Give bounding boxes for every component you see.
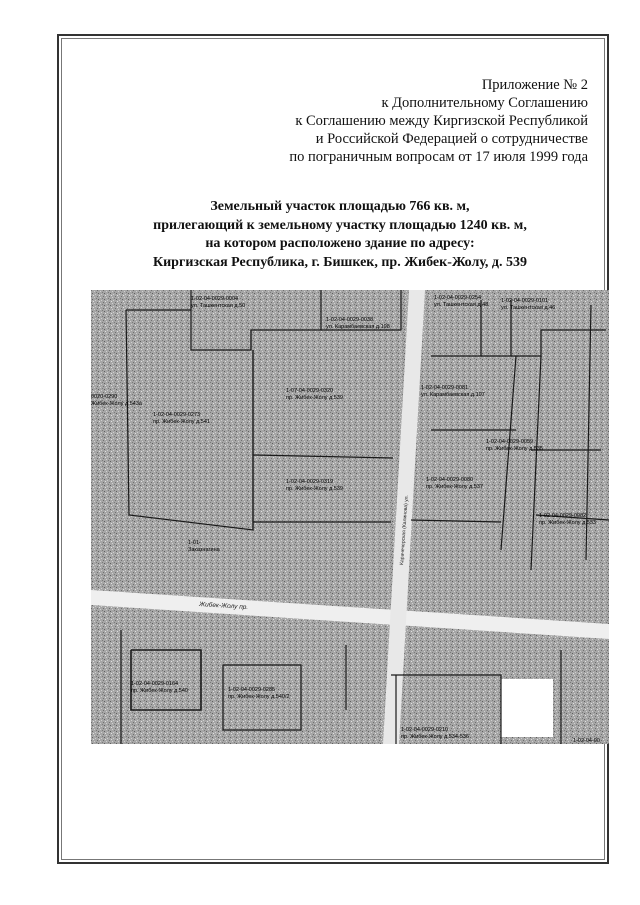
svg-text:пр. Жибек-Жолу д.541 [153,419,210,425]
svg-text:пр. Жибек-Жолу д.540/2 [228,694,290,700]
parcel-code: 1-01- [188,540,201,546]
svg-text:1-01- [188,540,201,546]
parcel-code: 1-02-04-0029-0210 [401,727,449,733]
parcel-address: пр. Жибек-Жолу д.533 [539,520,596,526]
parcel-code: 1-02-04-0029-0081 [421,385,469,391]
map-background [91,290,609,744]
svg-text:пр. Жибек-Жолу д.539 [286,395,343,401]
parcel-address: Заказнагина [188,547,220,553]
parcel-code: 0020-0290 [91,394,118,400]
svg-text:пр. Жибек-Жолу д.534-536 [401,734,469,740]
parcel-address: пр. Жибек-Жолу д.540/2 [228,694,290,700]
svg-text:пр. Жибек-Жолу д.537 [426,484,483,490]
title-line: Киргизская Республика, г. Бишкек, пр. Жибек-Жолу, д. 539 [152,254,528,270]
parcel-code: 1-02-04-0029-0082 [539,513,587,519]
parcel-address: ул. Ташкентская д.50 [191,303,246,309]
map-drawing [91,290,609,744]
empty-lot [501,679,553,737]
parcel-code: 1-02-04-0029-0164 [131,681,179,687]
svg-text:1-02-04-0029-0285 [228,687,275,693]
svg-text:1-02-04-0029-0254 [434,295,481,301]
appendix-line: по пограничным вопросам от 17 июля 1999 года [289,149,588,165]
appendix-line: и Российской Федерацией о сотрудничестве [315,131,588,147]
parcel-address: пр. Жибек-Жолу д.540 [131,688,188,694]
svg-text:1-02-04-0029-0273 [153,412,200,418]
appendix-line: Приложение № 2 [481,77,588,93]
svg-text:Заказнагина [188,547,221,553]
svg-text:ул. Ташкентская д.48 [434,302,488,308]
svg-text:1-02-04-0029-0210 [401,727,448,733]
appendix-header [289,76,588,166]
parcel-code: 1-02-04-0029-0254 [434,295,482,301]
cadastral-map [91,290,609,744]
svg-text:ул. Карамбаевская д.108 [326,324,390,330]
svg-text:пр. Жибек-Жолу д.540 [131,688,188,694]
svg-text:1-02-04-00 [573,738,600,744]
parcel-code: 1-02-04-0029-0101 [501,298,549,304]
parcel-code: 1-07-04-0029-0320 [286,388,334,394]
svg-text:ул. Ташкентская д.50 [191,303,245,309]
appendix-line: к Дополнительному Соглашению [381,95,588,111]
parcel-code: 1-02-04-0029-0059 [486,439,534,445]
document-title [70,198,610,272]
street-label-main: Жибек-Жолу пр. [198,601,249,612]
title-line: Земельный участок площадью 766 кв. м, [210,199,470,214]
parcel-address: пр. Жибек-Жолу д.539 [286,395,343,401]
parcel-address: пр. Жибек-Жолу д.535 [486,446,543,452]
parcel-code: 1-02-04-0029-0080 [426,477,474,483]
svg-text:1-02-04-0029-0101 [501,298,548,304]
parcel-address: пр. Жибек-Жолу д.537 [426,484,483,490]
parcel-code: 1-02-04-0029-0038 [326,317,374,323]
parcel-code: 1-02-04-0029-0319 [286,479,334,485]
parcel-code: 1-02-04-0029-0285 [228,687,276,693]
parcel-address: Жибек-Жолу д.543а [91,401,142,407]
svg-text:Жибек-Жолу д.543а [91,401,143,407]
street-label-cross: Карачечерская (Калинова) ул. [399,494,410,566]
parcel-address: ул. Ташкентская д.48 [434,302,489,308]
parcel-address: пр. Жибек-Жолу д.534-536 [401,734,469,740]
parcel-address: ул. Карамбаевская д.108 [326,324,390,330]
svg-text:1-02-04-0029-0319 [286,479,333,485]
svg-text:пр. Жибек-Жолу д.539 [286,486,343,492]
svg-text:1-02-04-0029-0080 [426,477,473,483]
svg-text:1-02-04-0029-0081 [421,385,468,391]
svg-text:ул. Ташкентская д.46 [501,305,555,311]
svg-text:1-02-04-0029-0082 [539,513,586,519]
svg-text:1-07-04-0029-0320 [286,388,333,394]
svg-text:ул. Карамбаевская д.107 [421,392,485,398]
svg-text:0020-0290 [91,394,117,400]
svg-text:1-02-04-0029-0004 [191,296,238,302]
parcel-address: ул. Ташкентская д.46 [501,305,556,311]
svg-text:пр. Жибек-Жолу д.535 [486,446,543,452]
svg-text:1-02-04-0029-0059 [486,439,533,445]
svg-text:пр. Жибек-Жолу д.533 [539,520,596,526]
title-line: на котором расположено здание по адресу: [205,236,475,251]
parcel-address: пр. Жибек-Жолу д.541 [153,419,210,425]
appendix-line: к Соглашению между Киргизской Республикой [295,113,588,129]
parcel-code: 1-02-04-0029-0004 [191,296,239,302]
parcel-code: 1-02-04-0029-0273 [153,412,201,418]
svg-text:1-02-04-0029-0038 [326,317,373,323]
parcel-address: пр. Жибек-Жолу д.539 [286,486,343,492]
title-line: прилегающий к земельному участку площадью 1240 кв. м, [153,217,527,233]
parcel-code: 1-02-04-00 [573,738,600,744]
svg-text:1-02-04-0029-0164 [131,681,178,687]
parcel-address: ул. Карамбаевская д.107 [421,392,485,398]
